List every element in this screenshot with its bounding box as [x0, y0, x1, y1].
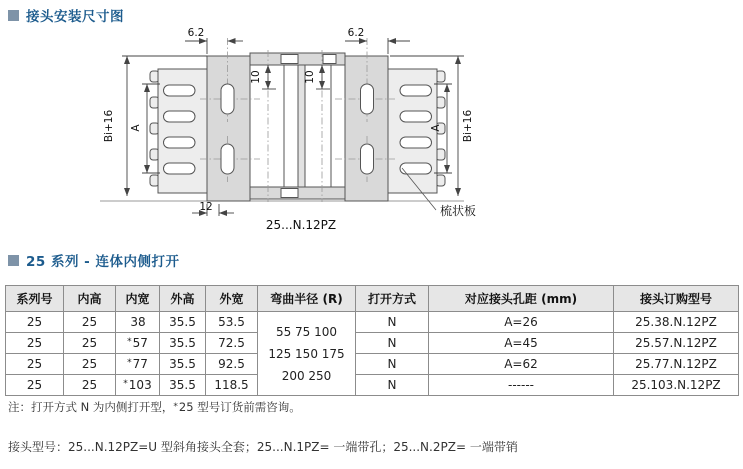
star-mark: *: [173, 402, 178, 412]
cell-inner-height: 25: [64, 354, 116, 375]
dim-b-right-label: Bi+16: [462, 109, 474, 143]
col-inner-width: 内宽: [116, 286, 160, 312]
cell-series: 25: [6, 354, 64, 375]
cell-inner-height: 25: [64, 333, 116, 354]
star-mark: *: [127, 337, 132, 347]
col-outer-width: 外宽: [206, 286, 258, 312]
section-title-text: 25 系列 - 连体内侧打开: [26, 254, 180, 270]
cell-open-method: N: [356, 375, 429, 396]
cell-outer-width: 118.5: [206, 375, 258, 396]
cell-outer-height: 35.5: [160, 312, 206, 333]
spec-table: [5, 285, 739, 396]
bend-radius-cell: 55 75 100 125 150 175 200 250: [258, 312, 356, 396]
cell-hole-distance: A=26: [429, 312, 614, 333]
cell-open-method: N: [356, 354, 429, 375]
table-header-row: [6, 286, 739, 312]
cell-series: 25: [6, 333, 64, 354]
chain-links: [250, 53, 345, 199]
section-title-text: 接头安装尺寸图: [26, 9, 124, 25]
comb-plate-label: 梳状板: [440, 204, 477, 218]
connector-model-legend: 接头型号：25...N.12PZ=U 型斜角接头全套；25...N.1PZ= 一端带孔；25...N.2PZ= 一端带销: [8, 440, 518, 454]
cell-order-model: 25.38.N.12PZ: [614, 312, 739, 333]
cell-outer-height: 35.5: [160, 375, 206, 396]
cell-hole-distance: A=62: [429, 354, 614, 375]
left-comb-plate: [150, 69, 207, 193]
col-hole-distance: 对应接头孔距 (mm): [429, 286, 614, 312]
cell-order-model: 25.57.N.12PZ: [614, 333, 739, 354]
cell-inner-height: 25: [64, 375, 116, 396]
dim-a-right-label: A: [430, 124, 442, 132]
cell-order-model: 25.103.N.12PZ: [614, 375, 739, 396]
square-bullet-icon: [8, 255, 19, 266]
col-order-model: 接头订购型号: [614, 286, 739, 312]
cell-outer-width: 72.5: [206, 333, 258, 354]
table-row: [6, 375, 739, 396]
cell-inner-height: 25: [64, 312, 116, 333]
dim-10-left-label: 10: [250, 70, 262, 84]
dim-6-2-right: [345, 38, 410, 54]
cell-inner-width: 38: [116, 312, 160, 333]
table-row: [6, 354, 739, 375]
section-title-25-series: [8, 250, 180, 270]
cell-order-model: 25.77.N.12PZ: [614, 354, 739, 375]
cell-outer-width: 53.5: [206, 312, 258, 333]
dim-6-2-left-label: 6.2: [187, 27, 205, 39]
cell-inner-width: *57: [116, 333, 160, 354]
col-outer-height: 外高: [160, 286, 206, 312]
part-number-label: 25...N.12PZ: [265, 218, 337, 232]
installation-dimension-diagram: [0, 16, 743, 246]
cell-hole-distance: ------: [429, 375, 614, 396]
cell-outer-height: 35.5: [160, 333, 206, 354]
col-inner-height: 内高: [64, 286, 116, 312]
cell-outer-height: 35.5: [160, 354, 206, 375]
cell-inner-width: *77: [116, 354, 160, 375]
dim-6-2-right-label: 6.2: [347, 27, 365, 39]
star-mark: *: [123, 379, 128, 389]
col-open-method: 打开方式: [356, 286, 429, 312]
star-mark: *: [127, 358, 132, 368]
cell-series: 25: [6, 375, 64, 396]
cell-hole-distance: A=45: [429, 333, 614, 354]
dim-a-left-label: A: [130, 124, 142, 132]
cell-series: 25: [6, 312, 64, 333]
dim-12-label: 12: [199, 201, 213, 213]
cell-inner-width: *103: [116, 375, 160, 396]
table-row: [6, 333, 739, 354]
cell-outer-width: 92.5: [206, 354, 258, 375]
cell-open-method: N: [356, 333, 429, 354]
dim-12: [192, 204, 234, 216]
col-bend-radius: 弯曲半径 (R): [258, 286, 356, 312]
footnote: 注：打开方式 N 为内侧打开型，*25 型号订货前需咨询。: [8, 400, 301, 414]
col-series: 系列号: [6, 286, 64, 312]
dim-b-left-label: Bi+16: [103, 109, 115, 143]
right-bracket: [345, 56, 388, 201]
table-row: [6, 312, 739, 333]
cell-open-method: N: [356, 312, 429, 333]
left-bracket: [207, 56, 250, 201]
dim-6-2-left: [185, 38, 243, 54]
dim-10-right-label: 10: [304, 70, 316, 84]
